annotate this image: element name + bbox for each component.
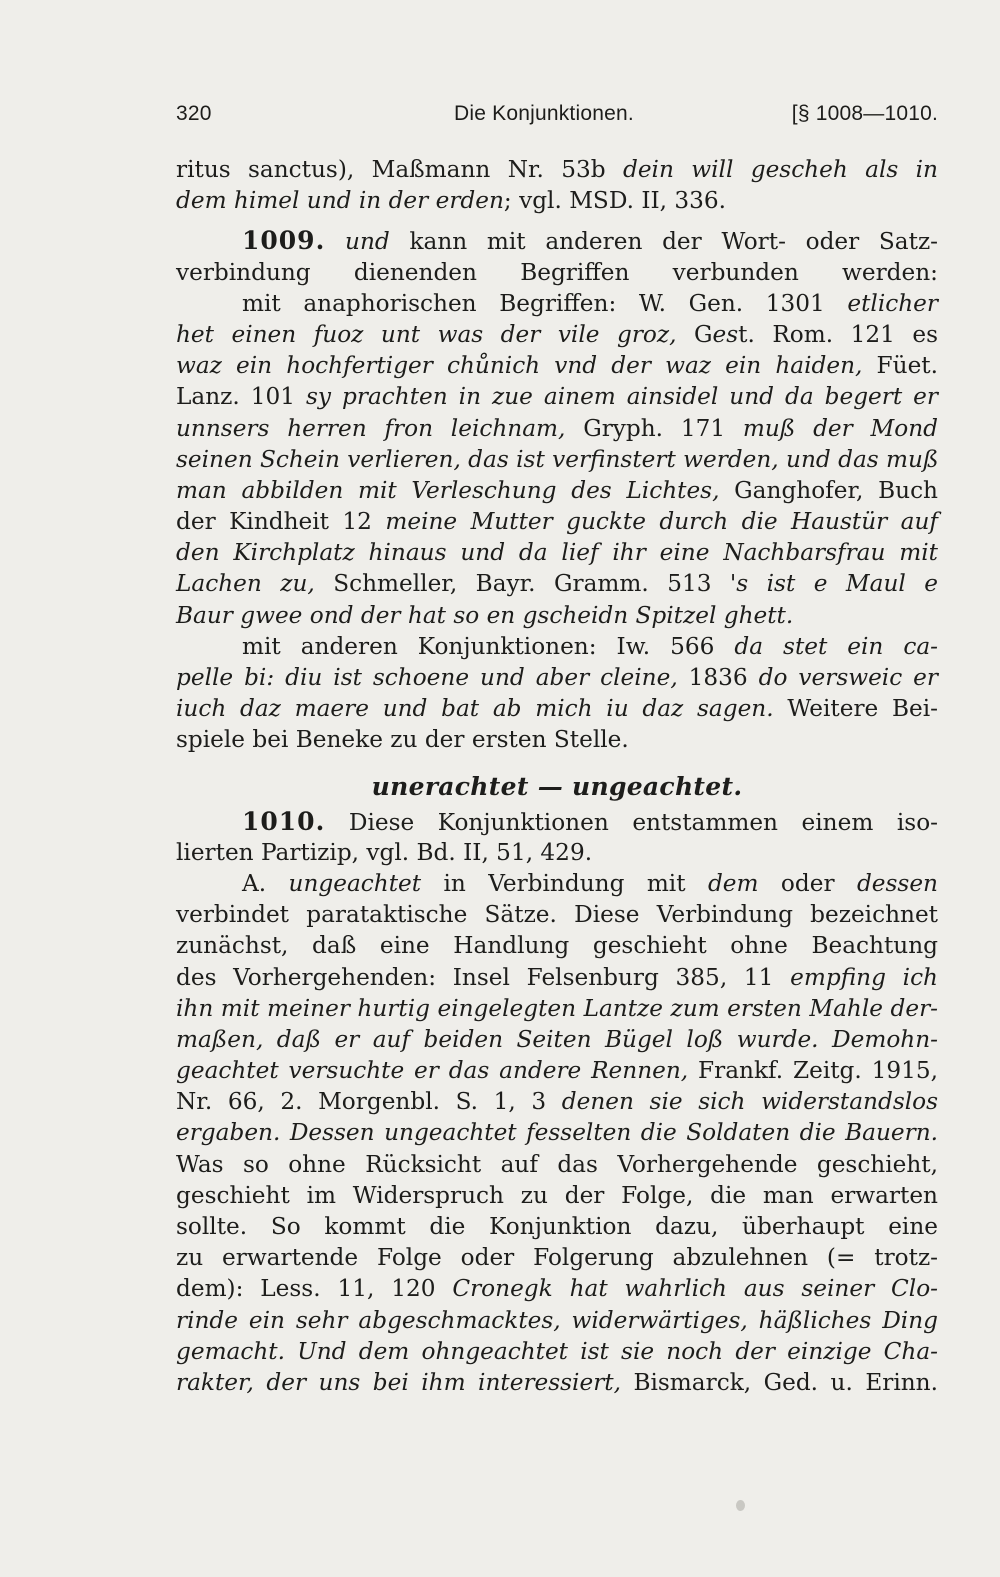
- text-line: mit anaphorischen Begriffen: W. Gen. 1301 etlicher: [242, 289, 938, 317]
- section-1009-heading-line: 1009. und kann mit anderen der Wort- oder Satz-: [242, 226, 939, 256]
- text-line: het einen fuoz unt was der vile groz, Gest. Rom. 121 es: [176, 320, 938, 348]
- italic-run: Cronegk hat wahrlich aus seiner Clo-: [452, 1275, 938, 1303]
- text-line: man abbilden mit Verleschung des Lichtes, Ganghofer, Buch: [176, 476, 938, 504]
- chapter-title: Die Konjunktionen.: [454, 102, 634, 125]
- text-line: [176, 993, 938, 1024]
- text-line: verbindung dienenden Begriffen verbunden werden:: [176, 258, 938, 286]
- text-line: spiele bei Beneke zu der ersten Stelle.: [176, 726, 629, 754]
- text-line: A. ungeachtet in Verbindung mit dem oder dessen: [242, 869, 938, 897]
- italic-run: pelle bi: diu ist schoene und aber cleine,: [176, 664, 678, 691]
- italic-run: dem himel und in der erden: [176, 187, 504, 215]
- italic-run: iuch daz maere und bat ab mich iu daz sagen.: [176, 695, 774, 723]
- italic-run: 's ist e Maul e: [729, 570, 938, 598]
- italic-run: Baur gwee ond der hat so en gscheidn Spitzel ghett.: [176, 601, 794, 629]
- text-column: [176, 96, 938, 1398]
- italic-run: empfing ich: [790, 963, 938, 991]
- text-line: dem): Less. 11, 120 Cronegk hat wahrlich aus seiner Clo-: [176, 1275, 938, 1303]
- italic-run: dessen: [856, 869, 938, 897]
- paper-speck: [736, 1500, 745, 1511]
- text-line: dem himel und in der erden; vgl. MSD. II, 336.: [176, 187, 727, 215]
- body-text: [176, 154, 938, 1398]
- text-line: ritus sanctus), Maßmann Nr. 53b dein will gescheh als in: [176, 156, 938, 183]
- italic-run: den Kirchplatz hinaus und da lief ihr eine Nachbarsfrau mit: [176, 539, 938, 567]
- italic-run: het einen fuoz unt was der vile groz,: [176, 320, 677, 348]
- text-line: des Vorhergehenden: Insel Felsenburg 385, 11 empfing ich: [176, 963, 938, 991]
- text-line: waz ein hochfertiger chůnich vnd der waz ein haiden, Füet.: [176, 352, 938, 380]
- text-line: rakter, der uns bei ihm interessiert, Bismarck, Ged. u. Erinn.: [176, 1368, 938, 1396]
- text-line: [176, 1117, 938, 1148]
- text-line: zunächst, daß eine Handlung geschieht ohne Beachtung: [176, 932, 938, 960]
- text-line: Lachen zu, Schmeller, Bayr. Gramm. 513 's ist e Maul e: [176, 570, 938, 598]
- italic-run: ihn mit meiner hurtig eingelegten Lantze zum ersten Mahle der-: [176, 994, 938, 1022]
- text-line: zu erwartende Folge oder Folgerung abzulehnen (= trotz-: [176, 1244, 938, 1272]
- text-line: [176, 1024, 938, 1055]
- italic-run: rakter, der uns bei ihm interessiert,: [176, 1368, 621, 1396]
- section-reference: [§ 1008—1010.: [791, 102, 938, 125]
- italic-run: dem: [707, 869, 759, 897]
- section-heading: unerachtet — ungeachtet.: [371, 771, 743, 801]
- section-number: 1009.: [242, 226, 326, 256]
- italic-run: meine Mutter guckte durch die Haustür auf: [385, 508, 938, 536]
- text-line: Nr. 66, 2. Morgenbl. S. 1, 3 denen sie sich widerstandslos: [176, 1088, 938, 1116]
- italic-run: rinde ein sehr abgeschmacktes, widerwärtiges, häßliches Ding: [176, 1306, 938, 1334]
- italic-run: etlicher: [847, 289, 938, 317]
- text-line: [176, 1305, 938, 1336]
- italic-run: denen sie sich widerstandslos: [561, 1088, 938, 1116]
- text-line: Was so ohne Rücksicht auf das Vorhergehende geschieht,: [176, 1150, 938, 1178]
- text-line: pelle bi: diu ist schoene und aber cleine, 1836 do versweic er: [176, 664, 938, 691]
- italic-run: waz ein hochfertiger chůnich vnd der waz ein haiden,: [176, 352, 863, 380]
- italic-run: da stet ein ca-: [734, 632, 938, 660]
- running-head: [176, 96, 938, 132]
- italic-run: unnsers herren fron leichnam,: [176, 414, 566, 442]
- text-line: iuch daz maere und bat ab mich iu daz sagen. Weitere Bei-: [176, 695, 938, 723]
- italic-run: es: [712, 320, 739, 348]
- italic-run: muß der Mond: [742, 414, 939, 442]
- section-1010-heading-line: 1010. Diese Konjunktionen entstammen einem iso-: [242, 806, 938, 836]
- text-line: [176, 444, 938, 475]
- text-line: geschieht im Widerspruch zu der Folge, die man erwarten: [176, 1181, 938, 1209]
- italic-run: Lachen zu,: [176, 570, 315, 598]
- italic-run: geachtet versuchte er das andere Rennen,: [176, 1057, 689, 1085]
- italic-run: do versweic er: [758, 664, 938, 691]
- text-line: sollte. So kommt die Konjunktion dazu, überhaupt eine: [176, 1213, 938, 1240]
- text-line: lierten Partizip, vgl. Bd. II, 51, 429.: [176, 838, 593, 866]
- italic-run: und: [345, 228, 390, 256]
- text-line: der Kindheit 12 meine Mutter guckte durch die Haustür auf: [176, 508, 938, 536]
- italic-run: gemacht. Und dem ohngeachtet ist sie noch der einzige Cha-: [176, 1337, 938, 1365]
- italic-run: dein will gescheh als in: [622, 156, 938, 183]
- text-line: [176, 1336, 938, 1367]
- text-line: Lanz. 101 sy prachten in zue ainem ainsidel und da begert er: [176, 383, 938, 411]
- text-line: [176, 537, 938, 568]
- italic-run: seinen Schein verlieren, das ist verfinstert werden, und das muß: [176, 445, 939, 473]
- text-line: geachtet versuchte er das andere Rennen, Frankf. Zeitg. 1915,: [176, 1057, 938, 1085]
- page-number: 320: [176, 102, 212, 125]
- italic-run: sy prachten in zue ainem ainsidel und da begert er: [306, 383, 938, 411]
- italic-run: ungeachtet: [288, 869, 422, 897]
- text-line: verbindet parataktische Sätze. Diese Verbindung bezeichnet: [176, 901, 938, 929]
- italic-run: ergaben. Dessen ungeachtet fesselten die Soldaten die Bauern.: [176, 1119, 938, 1147]
- section-number: 1010.: [242, 806, 326, 836]
- italic-run: man abbilden mit Verleschung des Lichtes,: [176, 476, 720, 504]
- text-line: unnsers herren fron leichnam, Gryph. 171 muß der Mond: [176, 414, 939, 442]
- text-line: mit anderen Konjunktionen: Iw. 566 da stet ein ca-: [242, 632, 938, 660]
- italic-run: maßen, daß er auf beiden Seiten Bügel loß wurde. Demohn-: [176, 1025, 938, 1053]
- text-line: [176, 600, 938, 631]
